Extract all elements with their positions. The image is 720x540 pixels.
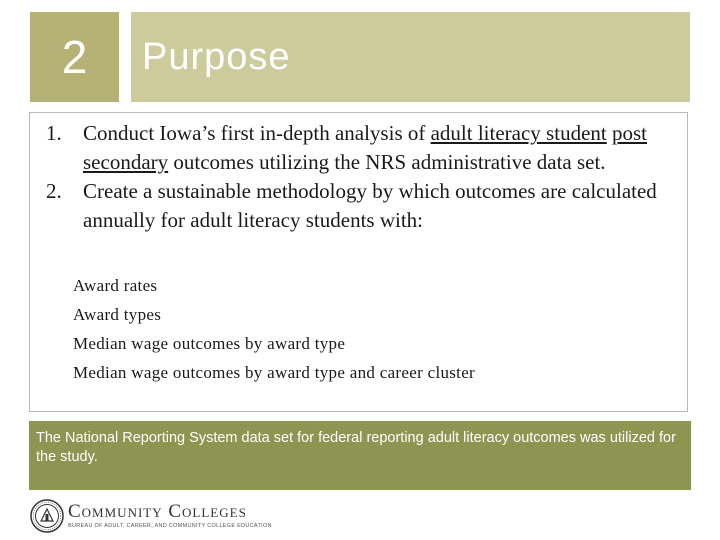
list-item: Median wage outcomes by award type	[73, 334, 346, 353]
point-1-text-prefix: Conduct Iowa’s first in-depth analysis of	[83, 121, 431, 145]
content-box	[29, 112, 688, 412]
point-1-underlined-a: adult literacy student	[430, 121, 607, 145]
community-colleges-logo	[30, 497, 272, 535]
list-item	[46, 119, 686, 177]
list-item: Award rates	[73, 276, 158, 295]
outcome-measures-list	[73, 271, 475, 387]
footer-note: The National Reporting System data set for federal reporting adult literacy outcomes was utilized for the study.	[29, 421, 691, 490]
seal-icon	[30, 499, 64, 533]
list-marker: 2.	[46, 179, 62, 203]
list-item: Median wage outcomes by award type and career cluster	[73, 363, 476, 382]
list-item	[46, 177, 686, 235]
point-1-text-suffix: outcomes utilizing the NRS administrative data set.	[168, 150, 606, 174]
point-1-underlined-b: post secondary	[83, 121, 647, 174]
logo-sub-text: BUREAU OF ADULT, CAREER, AND COMMUNITY COLLEGE EDUCATION	[68, 523, 272, 529]
purpose-list	[46, 119, 686, 235]
list-marker: 1.	[46, 121, 62, 145]
slide-number: 2	[61, 31, 88, 83]
logo-main-text: Community Colleges	[68, 501, 247, 522]
title-box	[131, 12, 690, 102]
slide-title: Purpose	[142, 35, 291, 78]
list-item: Award types	[73, 305, 162, 324]
point-2-text: Create a sustainable methodology by which outcomes are calculated annually for adult literacy students with:	[83, 179, 657, 232]
slide-number-box	[30, 12, 119, 102]
